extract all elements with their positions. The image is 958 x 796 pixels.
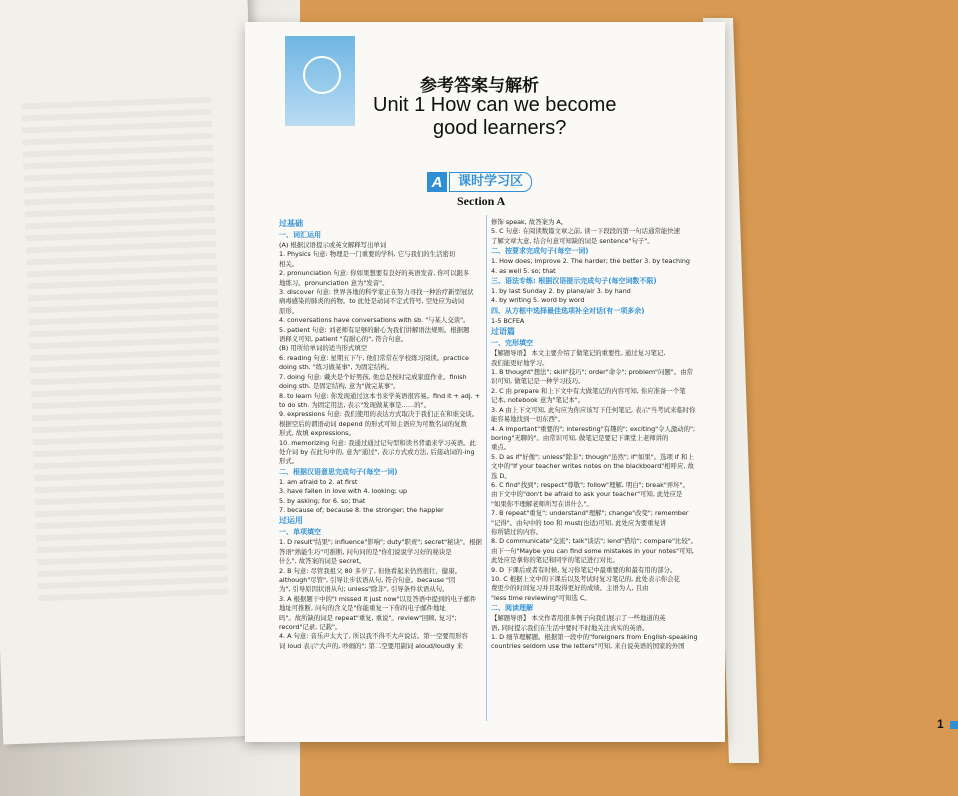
- text-line: 5. patient 句意: 刘老师有足够的耐心为我们讲解语法规则。根据题: [279, 325, 470, 334]
- section-header: 二、阅读理解: [491, 604, 533, 613]
- text-line: 文中的"If your teacher writes notes on the blackboard"相呼应, 故: [491, 462, 694, 471]
- text-line: 1. D 细节理解题。根据第一段中的"foreigners from English-speaking: [491, 633, 698, 642]
- text-line: 形式。: [279, 457, 299, 466]
- unit-title: [373, 94, 673, 140]
- text-line: 8. to learn 句意: 你发现通过这本书来学英语很容易。find it + adj. +: [279, 391, 481, 400]
- section-header: 二、根据汉语意思完成句子(每空一词): [279, 467, 398, 476]
- text-line: 1. by last Sunday 2. by plane/air 3. by hand: [491, 287, 631, 296]
- text-line: "less time reviewing"可知选 C。: [491, 593, 591, 602]
- text-line: 1. D result"结果"; influence"影响"; duty"职责"; secret"秘诀"。根据: [279, 538, 482, 547]
- section-header: 三、语法专练: 根据汉语提示完成句子(每空词数不限): [491, 277, 657, 286]
- section-header: 过语篇: [491, 327, 515, 337]
- text-line: 6. reading 句意: 星期五下午, 他们常常在学校练习阅读。practice: [279, 353, 469, 362]
- text-line: 5. C 句意: 在阅读数篇文章之前, 读一下段段的第一句话通常能快速: [491, 227, 681, 236]
- text-line: 2. C 由 prepare 和上下文中有大做笔记的内容可知, 你应准备一个笔: [491, 386, 686, 395]
- text-line: 重点。: [491, 443, 511, 452]
- text-line: 3. A 根据题干中的"I missed it just now"以及答语中提到的电子邮件: [279, 594, 477, 603]
- section-header: 一、单项填空: [279, 528, 321, 537]
- text-line: 1. am afraid to 2. at first: [279, 477, 358, 486]
- text-line: (B) 用所给单词的适当形式填空: [279, 344, 368, 353]
- page-number: 1: [937, 717, 944, 731]
- section-header: 过运用: [279, 516, 303, 526]
- text-line: 5. by asking; for 6. so; that: [279, 496, 366, 505]
- text-line: 8. D communicate"交流"; talk"谈话"; lend"借给"; compare"比较"。: [491, 537, 698, 546]
- text-line: 能容易地找到一切东西"。: [491, 415, 565, 424]
- text-line: 4. by writing 5. word by word: [491, 296, 585, 305]
- text-line: 7. B repeat"重复"; understand"理解"; change"改变"; remember: [491, 509, 689, 518]
- text-line: 由下一句"Maybe you can find some mistakes in your notes"可知,: [491, 546, 694, 555]
- answer-page: [245, 22, 944, 742]
- text-line: 1. How does; improve 2. The harder; the better 3. by teaching: [491, 257, 690, 266]
- text-line: 2. B 句意: 尽管我祖父 80 多岁了, 但他看起来仍然很壮、健康。: [279, 566, 461, 575]
- text-line: 9. expressions 句意: 我们使用的表达方式取决于我们正在和谁交谈。: [279, 410, 479, 419]
- text-line: 费更少的时间复习并且取得更好的成绩。主语为人, 且由: [491, 584, 649, 593]
- left-page: [0, 0, 273, 744]
- text-line: 10. memorizing 句意: 我通过通过记句型和读书背诵来学习英语。此: [279, 438, 476, 447]
- section-header: 一、完形填空: [491, 339, 533, 348]
- section-tag: [427, 172, 532, 192]
- text-line: 病毒感染的肺炎的药物。to 此处是动词不定式符号, 空处应为动词: [279, 297, 465, 306]
- text-line: 3. discover 句意: 世界各地的科学家正在努力寻找一种治疗新型冠状: [279, 288, 474, 297]
- text-line: 【解题导语】 本文主要介绍了做笔记的重要性, 通过复习笔记,: [491, 349, 666, 358]
- unit-title-line2: good learners?: [433, 117, 567, 139]
- text-line: 7. because of; because 8. the stronger; the happier: [279, 505, 444, 514]
- text-line: 修饰 speak, 故答案为 A。: [491, 218, 568, 226]
- text-line: 为", 引导原因状语从句; unless"除非", 引导条件状语从句。: [279, 585, 449, 594]
- ferris-wheel-illustration: [285, 36, 355, 126]
- tag-letter: A: [427, 172, 447, 192]
- text-line: 2. pronunciation 句意: 你如果想要有良好的英语发音, 你可以跟多: [279, 269, 470, 278]
- page-title: 参考答案与解析: [420, 76, 539, 96]
- text-line: 3. have fallen in love with 4. looking; up: [279, 487, 408, 496]
- text-line: 6. C find"找到"; respect"尊敬"; follow"理解, 明白"; break"弄坏"。: [491, 480, 689, 489]
- text-line: (A) 根据汉语提示或英文解释写出单词: [279, 241, 387, 249]
- text-line: 7. doing 句意: 戴夫是个好男孩, 他总是按时完成家庭作业。finish: [279, 372, 467, 381]
- text-line: 形式, 故填 expressions。: [279, 429, 355, 438]
- text-line: 了解文章大意, 结合句意可知缺的词是 sentence"句子"。: [491, 236, 654, 245]
- text-line: 吗"。故所缺的词是 repeat"重复, 重说"。review"回顾, 复习";: [279, 613, 457, 622]
- tag-text: 课时学习区: [449, 172, 532, 192]
- left-column: [279, 218, 504, 651]
- section-header: 过基础: [279, 219, 303, 228]
- text-line: 4. conversations have conversations with sb. "与某人交谈"。: [279, 316, 470, 325]
- section-header: 四、从方框中选择最佳选项补全对话(有一项多余): [491, 306, 645, 315]
- text-line: 4. A important"重要的"; interesting"有趣的"; exciting"令人激动的";: [491, 424, 696, 433]
- text-line: 根据空后的谓语动词 depend 的形式可知主语应为可数名词的复数: [279, 419, 467, 428]
- text-line: doing sth. 是固定结构, 意为"做完某事"。: [279, 382, 400, 391]
- text-line: doing sth. "练习做某事", 为固定结构。: [279, 363, 394, 372]
- text-line: "记得"。由句中的 too 和 must(也适)可知, 此处应为要重复讲: [491, 518, 667, 527]
- page-number-marker: [950, 721, 958, 729]
- text-line: 词 loud 表示"大声的, 吵闹的"; 第二空要用副词 aloud/loudly 来: [279, 641, 463, 650]
- text-line: 4. as well 5. so; that: [491, 266, 556, 275]
- text-line: 地练习。pronunciation 意为"发音"。: [279, 278, 389, 287]
- text-line: 原形。: [279, 306, 299, 315]
- text-line: countries seldom use the letters"可知, 来自说英语的国家的外国: [491, 642, 685, 651]
- section-header: 一、词汇运用: [279, 231, 321, 239]
- text-line: record"记录, 记载"。: [279, 623, 342, 632]
- text-line: 1-5 BCFEA: [491, 316, 525, 325]
- text-line: 语释义可知, patient "有耐心的", 符合句意。: [279, 335, 408, 344]
- text-line: 5. D as if"好像"; unless"除非"; though"虽然"; if"如果"。选项 if 和上: [491, 452, 694, 461]
- text-line: 地址可推断, 问句的含义是"你能重复一下你的电子邮件地址: [279, 604, 446, 613]
- text-line: 你所错过的内容。: [491, 527, 543, 536]
- section-heading: Section A: [457, 194, 506, 208]
- text-line: 10. C 根据上文中的下课后以及考试时复习笔记的, 此处表示你会花: [491, 575, 680, 583]
- text-line: 相关。: [279, 259, 299, 268]
- text-line: 我们能更好地学习。: [491, 358, 549, 367]
- text-line: 处介词 by 在此句中的, 意为"通过", 表示方式或方法, 后接动词的-ing: [279, 447, 475, 456]
- text-line: 3. A 由上下文可知, 此句应为你应该写下任何笔记, 表示"当考试来临时你: [491, 405, 696, 414]
- text-line: 选 D。: [491, 471, 511, 480]
- text-line: 9. D 下课后或者有时候, 复习你笔记中最重要的和最有用的部分。: [491, 565, 677, 574]
- section-header: 二、按要求完成句子(每空一词): [491, 247, 589, 256]
- unit-title-line1: Unit 1 How can we become: [373, 94, 617, 116]
- text-line: to do sth. 为固定用法, 表示"发现做某事是……的"。: [279, 400, 430, 409]
- text-line: 由下文中的"don't be afraid to ask your teacher"可知, 此处应是: [491, 490, 683, 499]
- text-line: 什么", 故答案的词是 secret。: [279, 557, 366, 566]
- text-line: boring"无聊的"。由常识可知, 做笔记是要记下课堂上老师讲的: [491, 433, 669, 442]
- text-line: 此处应是拿你的笔记和同学的笔记进行对比。: [491, 556, 619, 565]
- text-line: "如果你不理解老师所写在讲什么"。: [491, 499, 593, 508]
- text-line: 识可知, 做笔记是一种学习技巧。: [491, 377, 585, 386]
- text-line: 语, 同时提示我们在生活中要时不时地关注真实的英语。: [491, 623, 649, 632]
- text-line: 答语"熟能生巧"可推断, 问句问的是"你们说说学习好的秘诀是: [279, 547, 452, 556]
- text-line: 1. B thought"想法"; skill"技巧"; order"命令"; problem"问题"。由常: [491, 368, 693, 377]
- right-column: [491, 218, 716, 652]
- text-line: 1. Physics 句意: 物理是一门重要的学科, 它与我们的生活密切: [279, 250, 456, 259]
- text-line: 记本, notebook 意为"笔记本"。: [491, 396, 585, 405]
- text-line: 4. A 句意: 音乐声太大了, 所以我不得不大声说话。第一空要用形容: [279, 632, 468, 641]
- text-line: although"尽管", 引导让步状语从句, 符合句意。because "因: [279, 576, 456, 584]
- text-line: 【解题导语】 本文作者用很多例子向我们展示了一些地道的英: [491, 614, 666, 623]
